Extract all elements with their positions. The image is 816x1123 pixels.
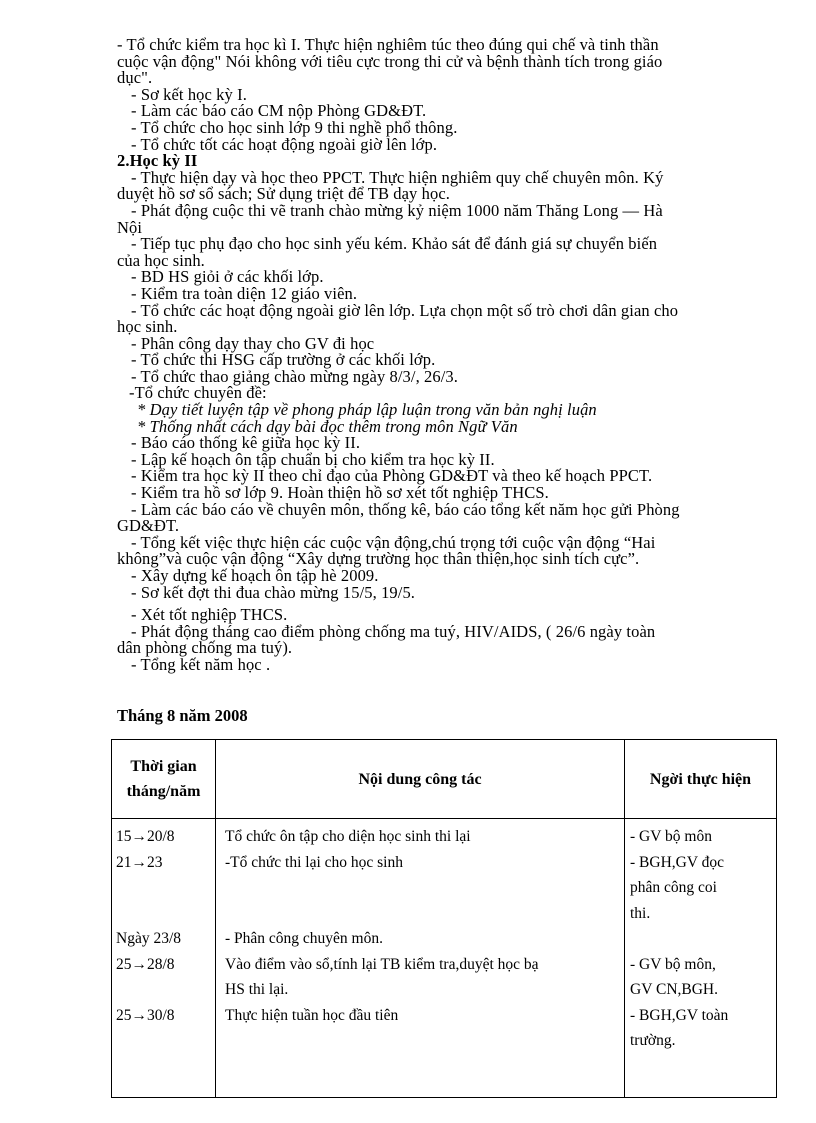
text-line: - Kiểm tra học kỳ II theo chỉ đạo của Phòng GD&ĐT và theo kế hoạch PPCT. [131, 466, 653, 486]
task-entry: Vào điểm vào sổ,tính lại TB kiểm tra,duyệt học bạ [225, 955, 539, 973]
text-line: Nội [117, 217, 143, 237]
time-entry [113, 977, 214, 1003]
time-entry: Ngày 23/8 [116, 930, 182, 947]
text-line: - Thực hiện dạy và học theo PPCT. Thực hiện nghiêm quy chế chuyên môn. Ký [131, 167, 664, 187]
table-header-row [112, 740, 777, 819]
time-entry [113, 901, 214, 927]
text-line: - Phát động cuộc thi vẽ tranh chào mừng kỷ niệm 1000 năm Thăng Long — Hà [131, 200, 663, 220]
text-line: * Dạy tiết luyện tập về phong pháp lập luận trong văn bản nghị luận [137, 400, 597, 420]
text-line: - Báo cáo thống kê giữa học kỳ II. [131, 433, 361, 453]
task-cell [216, 819, 625, 1098]
column-header-responsible: Ngời thực hiện [625, 740, 777, 819]
table-row [112, 819, 777, 1098]
task-entry [217, 875, 623, 901]
responsible-entry: - GV bộ môn [630, 828, 712, 845]
responsible-entry: - BGH,GV toàn [630, 1006, 729, 1024]
text-line: dục". [117, 68, 153, 88]
section-heading: 2.Học kỳ II [117, 151, 198, 171]
text-line: - Làm các báo cáo CM nộp Phòng GD&ĐT. [131, 101, 427, 121]
text-line: không”và cuộc vận động “Xây dựng trường học thân thiện,học sinh tích cực”. [117, 549, 640, 569]
responsible-entry: - BGH,GV đọc [630, 853, 724, 871]
text-line: dân phòng chống ma tuý). [117, 638, 293, 658]
time-entry [113, 875, 214, 901]
task-entry: -Tổ chức thi lại cho học sinh [225, 853, 403, 871]
text-line: - Xét tốt nghiệp THCS. [131, 605, 288, 625]
column-header-content: Nội dung công tác [216, 740, 625, 819]
task-entry: Thực hiện tuần học đầu tiên [225, 1006, 399, 1024]
time-entry: 25→28/8 [116, 955, 175, 973]
text-line: - Sơ kết đợt thi đua chào mừng 15/5, 19/5. [131, 582, 416, 602]
text-line: - Tổ chức thao giảng chào mừng ngày 8/3/, 26/3. [131, 366, 459, 386]
time-entry: 25→30/8 [116, 1006, 175, 1024]
text-line: - Tổng kết việc thực hiện các cuộc vận động,chú trọng tới cuộc vận động “Hai [131, 532, 656, 552]
time-entry: 21→23 [116, 853, 163, 871]
time-cell [112, 819, 216, 1098]
text-line: - Kiểm tra toàn diện 12 giáo viên. [131, 283, 358, 303]
text-line: - BD HS giỏi ở các khối lớp. [131, 267, 324, 287]
responsible-entry [626, 926, 775, 952]
task-entry: - Phân công chuyên môn. [225, 930, 383, 947]
text-line: - Lập kế hoạch ôn tập chuẩn bị cho kiểm tra học kỳ II. [131, 449, 495, 469]
text-line: của học sinh. [117, 250, 205, 270]
responsible-entry: - GV bộ môn, [630, 955, 716, 973]
text-line: - Phân công dạy thay cho GV đi học [131, 333, 375, 353]
text-line: duyệt hồ sơ sổ sách; Sử dụng triệt để TB dạy học. [117, 184, 450, 204]
responsible-entry: GV CN,BGH. [630, 981, 718, 998]
responsible-entry: phân công coi [630, 879, 717, 896]
responsible-entry: trường. [630, 1032, 676, 1049]
responsible-entry: thi. [630, 904, 651, 922]
text-line: - Tổ chức tốt các hoạt động ngoài giờ lên lớp. [131, 134, 438, 154]
text-line: cuộc vận động" Nói không với tiêu cực trong thi cử và bệnh thành tích trong giáo [117, 51, 663, 71]
schedule-table [111, 739, 777, 1098]
text-line: * Thống nhất cách dạy bài đọc thêm trong môn Ngữ Văn [137, 416, 518, 436]
text-line: - Tổng kết năm học . [131, 654, 271, 674]
responsible-cell [625, 819, 777, 1098]
time-entry: 15→20/8 [116, 828, 175, 845]
month-title: Tháng 8 năm 2008 [117, 706, 248, 725]
text-line: - Tổ chức thi HSG cấp trường ở các khối lớp. [131, 350, 436, 370]
text-line: - Tổ chức cho học sinh lớp 9 thi nghề phổ thông. [131, 117, 458, 137]
text-line: - Tổ chức các hoạt động ngoài giờ lên lớp. Lựa chọn một số trò chơi dân gian cho [131, 300, 679, 320]
text-line: - Tiếp tục phụ đạo cho học sinh yếu kém. Khảo sát để đánh giá sự chuyển biến [131, 234, 658, 254]
text-line: - Tổ chức kiểm tra học kì I. Thực hiện nghiêm túc theo đúng qui chế và tinh thần [117, 35, 659, 54]
text-line: -Tổ chức chuyên đề: [129, 383, 267, 403]
text-line: - Làm các báo cáo về chuyên môn, thống kê, báo cáo tổng kết năm học gửi Phòng [131, 499, 680, 519]
text-line: - Phát động tháng cao điểm phòng chống ma tuý, HIV/AIDS, ( 26/6 ngày toàn [131, 621, 656, 641]
task-entry: HS thi lại. [225, 981, 289, 998]
task-entry [217, 901, 623, 927]
text-line: - Xây dựng kế hoạch ôn tập hè 2009. [131, 566, 379, 585]
text-line: GD&ĐT. [117, 516, 180, 536]
plan-text [117, 37, 762, 674]
text-line: - Kiểm tra hồ sơ lớp 9. Hoàn thiện hồ sơ xét tốt nghiệp THCS. [131, 483, 549, 503]
column-header-time: Thời gian tháng/năm [112, 740, 216, 819]
text-line: học sinh. [117, 317, 178, 337]
task-entry: Tổ chức ôn tập cho diện học sinh thi lại [225, 828, 471, 845]
text-line: - Sơ kết học kỳ I. [131, 84, 247, 104]
